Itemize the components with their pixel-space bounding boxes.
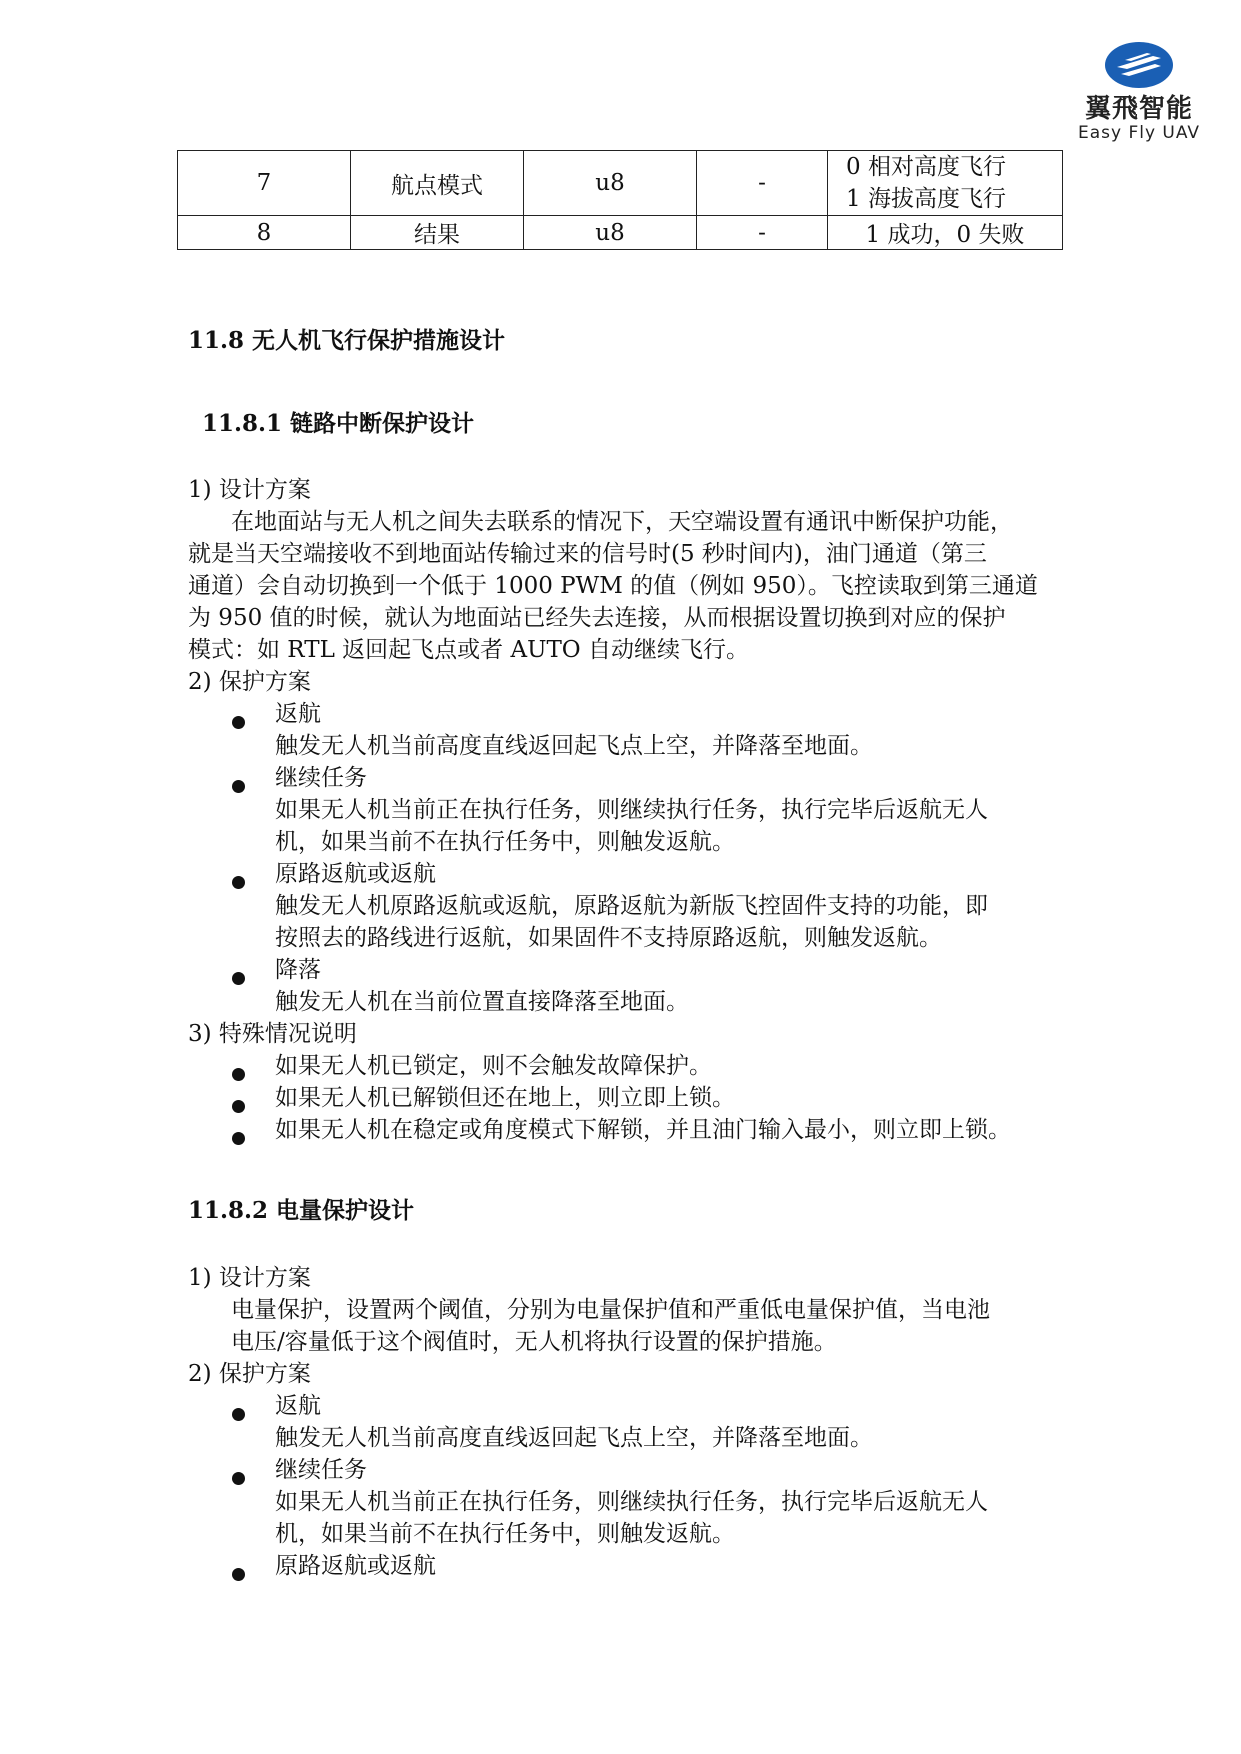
- bullet-icon: [232, 876, 245, 889]
- section-heading-11-8-1: 11.8.1 链路中断保护设计: [202, 410, 475, 437]
- protect-title: 2) 保护方案: [188, 1361, 311, 1387]
- special-title: 3) 特殊情况说明: [188, 1021, 357, 1047]
- table-cell-type: u8: [524, 151, 697, 216]
- section-heading-11-8: 11.8 无人机飞行保护措施设计: [188, 327, 506, 354]
- bullet-icon: [232, 1100, 245, 1113]
- body-line: 模式：如 RTL 返回起飞点或者 AUTO 自动继续飞行。: [188, 637, 749, 663]
- company-logo: [1074, 40, 1204, 150]
- body-line: 电压/容量低于这个阀值时，无人机将执行设置的保护措施。: [231, 1329, 837, 1355]
- table-cell-no: 7: [178, 151, 351, 216]
- bullet-text: 触发无人机在当前位置直接降落至地面。: [275, 989, 689, 1015]
- bullet-text: 触发无人机当前高度直线返回起飞点上空，并降落至地面。: [275, 1425, 873, 1451]
- design-title: 1) 设计方案: [188, 477, 311, 503]
- bullet-text: 如果无人机已锁定，则不会触发故障保护。: [275, 1053, 712, 1079]
- bullet-icon: [232, 1408, 245, 1421]
- bullet-text: 如果无人机当前正在执行任务，则继续执行任务，执行完毕后返航无人: [275, 1489, 988, 1515]
- bullet-text: 如果无人机在稳定或角度模式下解锁，并且油门输入最小，则立即上锁。: [275, 1117, 1011, 1143]
- bullet-title: 返航: [275, 701, 321, 727]
- table-cell-name: 航点模式: [351, 151, 524, 216]
- bullet-text: 触发无人机原路返航或返航，原路返航为新版飞控固件支持的功能，即: [275, 893, 988, 919]
- bullet-title: 原路返航或返航: [275, 861, 436, 887]
- bullet-icon: [232, 1132, 245, 1145]
- bullet-icon: [232, 780, 245, 793]
- body-line: 就是当天空端接收不到地面站传输过来的信号时(5 秒时间内)，油门通道（第三: [188, 541, 987, 567]
- table-cell-desc: 1 成功，0 失败: [828, 216, 1063, 250]
- bullet-title: 原路返航或返航: [275, 1553, 436, 1579]
- table-cell-unit: -: [697, 216, 828, 250]
- bullet-text: 触发无人机当前高度直线返回起飞点上空，并降落至地面。: [275, 733, 873, 759]
- table-row: [178, 151, 1063, 216]
- table-cell-unit: -: [697, 151, 828, 216]
- bullet-icon: [232, 716, 245, 729]
- bullet-text: 机，如果当前不在执行任务中，则触发返航。: [275, 829, 735, 855]
- bullet-text: 如果无人机已解锁但还在地上，则立即上锁。: [275, 1085, 735, 1111]
- parameter-table: [177, 150, 1063, 250]
- bullet-text: 机，如果当前不在执行任务中，则触发返航。: [275, 1521, 735, 1547]
- logo-name-en: Easy Fly UAV: [1077, 123, 1201, 143]
- body-line: 电量保护，设置两个阈值，分别为电量保护值和严重低电量保护值，当电池: [231, 1297, 990, 1323]
- body-line: 通道）会自动切换到一个低于 1000 PWM 的值（例如 950）。飞控读取到第三通道: [188, 573, 1038, 599]
- bullet-icon: [232, 1568, 245, 1581]
- body-line: 在地面站与无人机之间失去联系的情况下，天空端设置有通讯中断保护功能，: [231, 509, 1013, 535]
- logo-name-cn: 翼飛智能: [1084, 94, 1193, 124]
- bullet-icon: [232, 1472, 245, 1485]
- body-line: 为 950 值的时候，就认为地面站已经失去连接，从而根据设置切换到对应的保护: [188, 605, 1006, 631]
- bullet-icon: [232, 1068, 245, 1081]
- table-cell-name: 结果: [351, 216, 524, 250]
- protect-title: 2) 保护方案: [188, 669, 311, 695]
- bullet-title: 返航: [275, 1393, 321, 1419]
- desc-line: 1 海拔高度飞行: [846, 186, 1006, 212]
- bullet-icon: [232, 972, 245, 985]
- bullet-text: 按照去的路线进行返航，如果固件不支持原路返航，则触发返航。: [275, 925, 942, 951]
- bullet-text: 如果无人机当前正在执行任务，则继续执行任务，执行完毕后返航无人: [275, 797, 988, 823]
- bullet-title: 降落: [275, 957, 321, 983]
- bullet-title: 继续任务: [275, 765, 367, 791]
- desc-line: 0 相对高度飞行: [846, 154, 1006, 180]
- table-cell-type: u8: [524, 216, 697, 250]
- design-title: 1) 设计方案: [188, 1265, 311, 1291]
- table-cell-no: 8: [178, 216, 351, 250]
- section-heading-11-8-2: 11.8.2 电量保护设计: [188, 1197, 415, 1224]
- easy-fly-logo-icon: [1103, 40, 1175, 90]
- bullet-title: 继续任务: [275, 1457, 367, 1483]
- table-row: [178, 216, 1063, 250]
- table-cell-desc: [828, 151, 1063, 216]
